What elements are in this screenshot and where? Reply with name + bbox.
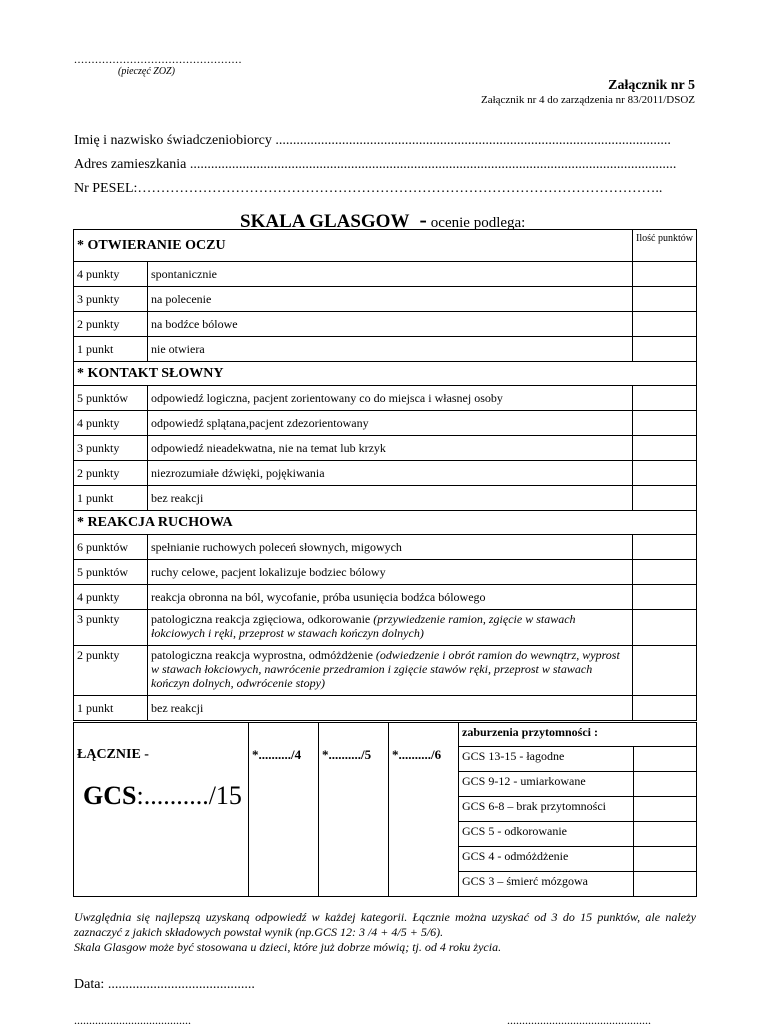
description-text: ruchy celowe, pacjent lokalizuje bodziec bólowy [151,565,386,579]
points-cell: 4 punkty [74,585,148,610]
score-input-cell[interactable] [633,646,697,696]
signature-line-left[interactable]: ....................................... [74,1013,191,1027]
table-row [74,696,697,721]
description-cell [148,287,633,312]
description-text: odpowiedź logiczna, pacjent zorientowany co do miejsca i własnej osoby [151,391,503,405]
address-field[interactable]: Adres zamieszkania ........................................................................................................................................... [74,157,677,172]
description-cell [148,696,633,721]
description-cell [148,436,633,461]
table-row [74,411,697,436]
section-title: * REAKCJA RUCHOWA [74,511,697,535]
score-input-cell[interactable] [633,386,697,411]
pesel-field[interactable]: Nr PESEL:………………………………………………………………………………………………….. [74,181,663,196]
description-text: patologiczna reakcja zgięciowa, odkorowanie [151,612,374,626]
score-input-cell[interactable] [633,312,697,337]
score-input-cell[interactable] [633,461,697,486]
table-row [74,610,697,646]
description-detail: (przywiedzenie ramion, zgięcie w stawach łokciowych i ręki, przeprost w stawach kończyn dolnych) [151,612,576,640]
table-row [74,312,697,337]
stamp-line: ................................................ [74,52,242,66]
description-cell [148,585,633,610]
consciousness-check[interactable] [634,747,697,772]
score-input-cell[interactable] [633,610,697,646]
attachment-title: Załącznik nr 5 [608,78,695,93]
footnote-line-1: Uwzględnia się najlepszą uzyskaną odpowiedź w każdej kategorii. Łącznie można uzyskać od 3 do 15 punktów, ale należy zaznaczyć z jakich składowych powstał wynik (np.GCS 12: 3 /4 + 4/5 + 5/6). [74,910,696,939]
description-cell [148,610,633,646]
description-cell [148,646,633,696]
points-cell: 6 punktów [74,535,148,560]
description-text: patologiczna reakcja wyprostna, odmóżdżenie [151,648,376,662]
consciousness-level: GCS 13-15 - łagodne [459,747,634,772]
points-cell: 5 punktów [74,560,148,585]
total-cell [74,723,249,897]
stamp-label: (pieczęć ZOZ) [118,66,175,77]
section-header-row [74,511,697,535]
gcs-total[interactable] [83,781,245,811]
description-text: na polecenie [151,292,212,306]
points-cell: 1 punkt [74,337,148,362]
score-input-cell[interactable] [633,560,697,585]
section-title: * KONTAKT SŁOWNY [74,362,697,386]
description-text: bez reakcji [151,491,204,505]
description-cell [148,486,633,511]
total-label: ŁĄCZNIE - [77,747,149,762]
consciousness-level: GCS 6-8 – brak przytomności [459,797,634,822]
table-row [74,337,697,362]
consciousness-level: GCS 4 - odmóżdżenie [459,847,634,872]
description-text: bez reakcji [151,701,204,715]
consciousness-level: GCS 9-12 - umiarkowane [459,772,634,797]
points-cell: 3 punkty [74,610,148,646]
score-input-cell[interactable] [633,486,697,511]
description-text: spontanicznie [151,267,217,281]
attachment-subtitle: Załącznik nr 4 do zarządzenia nr 83/2011/DSOZ [480,94,695,106]
description-cell [148,337,633,362]
signature-line-right[interactable]: ................................................ [507,1013,651,1027]
score-column-header: Ilość punktów [633,230,697,262]
description-cell [148,386,633,411]
points-cell: 1 punkt [74,696,148,721]
eye-score-slot[interactable]: *........../4 [249,723,319,897]
points-cell: 4 punkty [74,262,148,287]
score-input-cell[interactable] [633,337,697,362]
section-header-row [74,230,697,262]
description-text: spełnianie ruchowych poleceń słownych, migowych [151,540,402,554]
description-text: na bodźce bólowe [151,317,238,331]
gcs-scoring-table [73,229,697,721]
description-cell [148,312,633,337]
description-text: odpowiedź splątana,pacjent zdezorientowany [151,416,369,430]
score-input-cell[interactable] [633,436,697,461]
section-title: * OTWIERANIE OCZU [74,230,633,262]
section-header-row [74,362,697,386]
title-subtitle: ocenie podlega: [430,215,526,231]
points-cell: 2 punkty [74,646,148,696]
title-dash: - [419,207,427,232]
consciousness-check[interactable] [634,797,697,822]
points-cell: 5 punktów [74,386,148,411]
score-input-cell[interactable] [633,696,697,721]
points-cell: 3 punkty [74,287,148,312]
table-row [74,585,697,610]
description-text: reakcja obronna na ból, wycofanie, próba usunięcia bodźca bólowego [151,590,486,604]
description-cell [148,262,633,287]
consciousness-header: zaburzenia przytomności : [459,723,697,747]
description-cell [148,411,633,436]
description-cell [148,461,633,486]
footnote-line-2: Skala Glasgow może być stosowana u dzieci, które już dobrze mówią; tj. od 4 roku życia. [74,940,502,954]
description-text: odpowiedź nieadekwatna, nie na temat lub krzyk [151,441,386,455]
score-input-cell[interactable] [633,411,697,436]
scale-title: SKALA GLASGOW [240,211,410,232]
consciousness-level: GCS 5 - odkorowanie [459,822,634,847]
points-cell: 2 punkty [74,312,148,337]
motor-score-slot[interactable]: *........../6 [389,723,459,897]
table-row [74,646,697,696]
footnote [74,910,696,955]
table-row [74,535,697,560]
consciousness-check[interactable] [634,822,697,847]
table-row [74,287,697,312]
date-field[interactable]: Data: .......................................... [74,977,255,992]
points-cell: 4 punkty [74,411,148,436]
consciousness-check[interactable] [634,872,697,897]
table-row [74,436,697,461]
points-cell: 2 punkty [74,461,148,486]
description-detail: (odwiedzenie i obrót ramion do wewnątrz, wyprost w stawach łokciowych, nawrócenie przedramion i zgięcie stawów ręki, przeprost w stawach kończyn dolnych, odwrócenie stopy) [151,648,620,690]
consciousness-check[interactable] [634,847,697,872]
name-field[interactable]: Imię i nazwisko świadczeniobiorcy ................................................................................................................. [74,133,671,148]
points-cell: 1 punkt [74,486,148,511]
points-cell: 3 punkty [74,436,148,461]
table-row [74,461,697,486]
score-input-cell[interactable] [633,535,697,560]
score-input-cell[interactable] [633,585,697,610]
table-row [74,262,697,287]
table-row [74,386,697,411]
gcs-label: GCS [83,781,137,810]
consciousness-level: GCS 3 – śmierć mózgowa [459,872,634,897]
score-input-cell[interactable] [633,287,697,312]
score-input-cell[interactable] [633,262,697,287]
description-cell [148,535,633,560]
table-row [74,486,697,511]
gcs-value: :........../15 [136,781,242,810]
consciousness-check[interactable] [634,772,697,797]
table-row [74,560,697,585]
description-text: niezrozumiałe dźwięki, pojękiwania [151,466,325,480]
description-text: nie otwiera [151,342,205,356]
gcs-summary-table [73,722,697,897]
description-cell [148,560,633,585]
verbal-score-slot[interactable]: *........../5 [319,723,389,897]
